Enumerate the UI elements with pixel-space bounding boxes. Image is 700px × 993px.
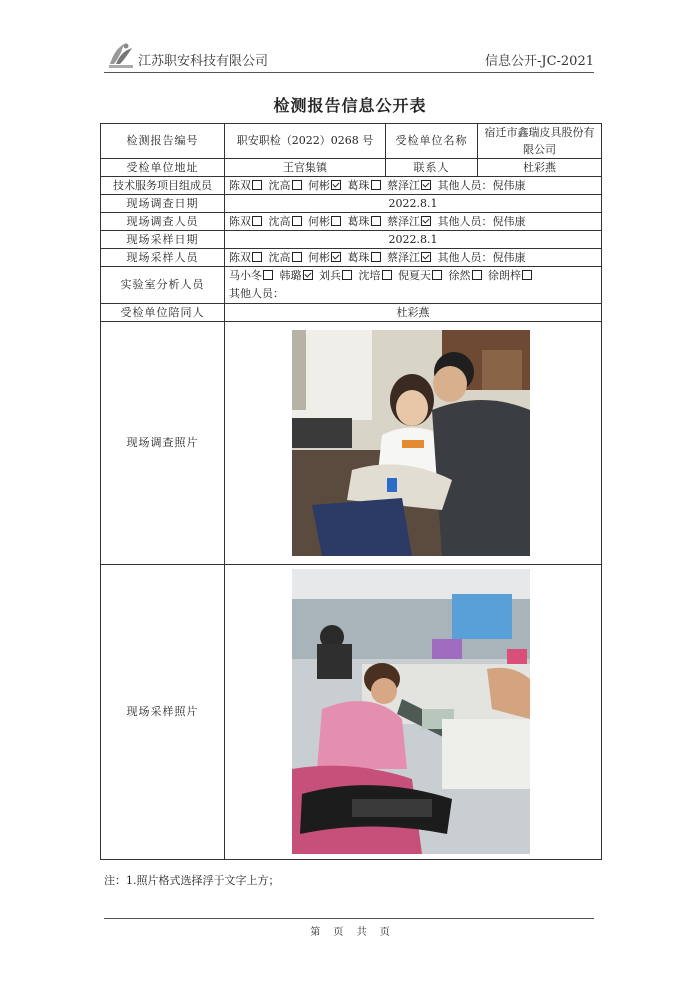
company-name-label: 受检单位名称 (386, 124, 478, 159)
table-row (101, 195, 602, 213)
report-no-value: 职安职检（2022）0268 号 (225, 124, 386, 159)
member-item (449, 269, 485, 282)
member-item (359, 269, 395, 282)
escort-label: 受检单位陪同人 (101, 304, 225, 322)
document-number: 信息公开-JC-2021 (484, 54, 594, 69)
lab-staff-members (225, 267, 602, 304)
table-row (101, 177, 602, 195)
table-row (101, 267, 602, 304)
member-item (348, 215, 384, 228)
member-item (280, 269, 316, 282)
checked-checkbox-icon[interactable] (421, 180, 431, 190)
table-row (101, 124, 602, 159)
member-name: 何彬 (308, 214, 330, 228)
team-label: 技术服务项目组成员 (101, 177, 225, 195)
table-row (101, 322, 602, 565)
member-item (308, 215, 344, 228)
address-value: 王官集镇 (225, 159, 386, 177)
report-table (100, 123, 602, 860)
header-rule (104, 72, 594, 73)
survey-staff-members (225, 213, 602, 231)
member-item (319, 269, 355, 282)
note-text: 注：1.照片格式选择浮于文字上方； (104, 874, 280, 887)
sampling-staff-label: 现场采样人员 (101, 249, 225, 267)
member-item (387, 215, 434, 228)
member-item (269, 179, 305, 192)
checked-checkbox-icon[interactable] (421, 216, 431, 226)
other-staff: 其他人员：倪伟康 (437, 214, 526, 228)
table-row (101, 565, 602, 860)
checked-checkbox-icon[interactable] (421, 252, 431, 262)
report-no-label: 检测报告编号 (101, 124, 225, 159)
survey-date-value: 2022.8.1 (225, 195, 602, 213)
member-name: 韩璐 (279, 269, 302, 282)
member-name: 马小冬 (229, 269, 262, 282)
escort-value: 杜彩燕 (225, 304, 602, 322)
contact-label: 联系人 (386, 159, 478, 177)
member-item (348, 179, 384, 192)
member-item (398, 269, 445, 282)
member-name: 沈高 (268, 214, 291, 228)
member-item (387, 251, 434, 264)
other-staff: 其他人员：倪伟康 (437, 178, 526, 192)
address-label: 受检单位地址 (101, 159, 225, 177)
member-item (308, 179, 344, 192)
other-staff: 其他人员： (229, 287, 284, 300)
survey-photo (292, 330, 530, 556)
sampling-photo-cell (225, 565, 602, 860)
company-name: 江苏职安科技有限公司 (138, 54, 269, 69)
table-row (101, 304, 602, 322)
survey-date-label: 现场调查日期 (101, 195, 225, 213)
page-header (104, 38, 594, 72)
checkbox-icon[interactable] (342, 270, 352, 280)
member-name: 蔡泽江 (387, 250, 420, 264)
checkbox-icon[interactable] (252, 180, 262, 190)
member-item (308, 251, 344, 264)
checkbox-icon[interactable] (371, 180, 381, 190)
checkbox-icon[interactable] (252, 252, 262, 262)
checked-checkbox-icon[interactable] (331, 180, 341, 190)
table-row (101, 213, 602, 231)
checkbox-icon[interactable] (522, 270, 532, 280)
member-name: 陈双 (229, 178, 251, 192)
lab-staff-label: 实验室分析人员 (101, 267, 225, 304)
checkbox-icon[interactable] (371, 216, 381, 226)
member-item (488, 269, 535, 282)
member-name: 沈培 (358, 269, 381, 282)
survey-staff-label: 现场调查人员 (101, 213, 225, 231)
table-row (101, 159, 602, 177)
member-item (269, 251, 305, 264)
table-row (101, 249, 602, 267)
company-logo (104, 38, 138, 72)
checkbox-icon[interactable] (292, 180, 302, 190)
team-members (225, 177, 602, 195)
checkbox-icon[interactable] (432, 270, 442, 280)
other-staff: 其他人员：倪伟康 (437, 250, 526, 264)
checkbox-icon[interactable] (472, 270, 482, 280)
contact-value: 杜彩燕 (478, 159, 602, 177)
member-name: 何彬 (308, 178, 330, 192)
checked-checkbox-icon[interactable] (303, 270, 313, 280)
member-name: 沈高 (268, 178, 291, 192)
sampling-photo-label: 现场采样照片 (101, 565, 225, 860)
sampling-staff-members (225, 249, 602, 267)
member-name: 陈双 (229, 250, 251, 264)
page-footer: 第 页 共 页 (310, 927, 390, 938)
checkbox-icon[interactable] (331, 216, 341, 226)
checkbox-icon[interactable] (371, 252, 381, 262)
checkbox-icon[interactable] (292, 216, 302, 226)
member-name: 沈高 (268, 250, 291, 264)
member-item (229, 251, 265, 264)
member-name: 蔡泽江 (387, 214, 420, 228)
sampling-date-label: 现场采样日期 (101, 231, 225, 249)
member-name: 倪夏天 (398, 269, 431, 282)
company-name-value: 宿迁市鑫瑞皮具股份有限公司 (478, 124, 602, 159)
checked-checkbox-icon[interactable] (331, 252, 341, 262)
footer-rule (104, 918, 594, 919)
page-title: 检测报告信息公开表 (273, 96, 427, 115)
member-name: 徐然 (448, 269, 471, 282)
sampling-date-value: 2022.8.1 (225, 231, 602, 249)
member-item (348, 251, 384, 264)
member-item (229, 269, 276, 282)
checkbox-icon[interactable] (263, 270, 273, 280)
checkbox-icon[interactable] (292, 252, 302, 262)
member-item (269, 215, 305, 228)
member-name: 葛珠 (347, 250, 370, 264)
member-name: 刘兵 (319, 269, 341, 282)
sampling-photo (292, 569, 530, 854)
member-item (387, 179, 434, 192)
checkbox-icon[interactable] (382, 270, 392, 280)
member-name: 蔡泽江 (387, 178, 420, 192)
member-name: 葛珠 (347, 214, 370, 228)
checkbox-icon[interactable] (252, 216, 262, 226)
member-item (229, 179, 265, 192)
survey-photo-cell (225, 322, 602, 565)
table-row (101, 231, 602, 249)
survey-photo-label: 现场调查照片 (101, 322, 225, 565)
member-name: 何彬 (308, 250, 330, 264)
member-name: 徐朗梓 (488, 269, 521, 282)
member-item (229, 215, 265, 228)
member-name: 葛珠 (347, 178, 370, 192)
member-name: 陈双 (229, 214, 251, 228)
